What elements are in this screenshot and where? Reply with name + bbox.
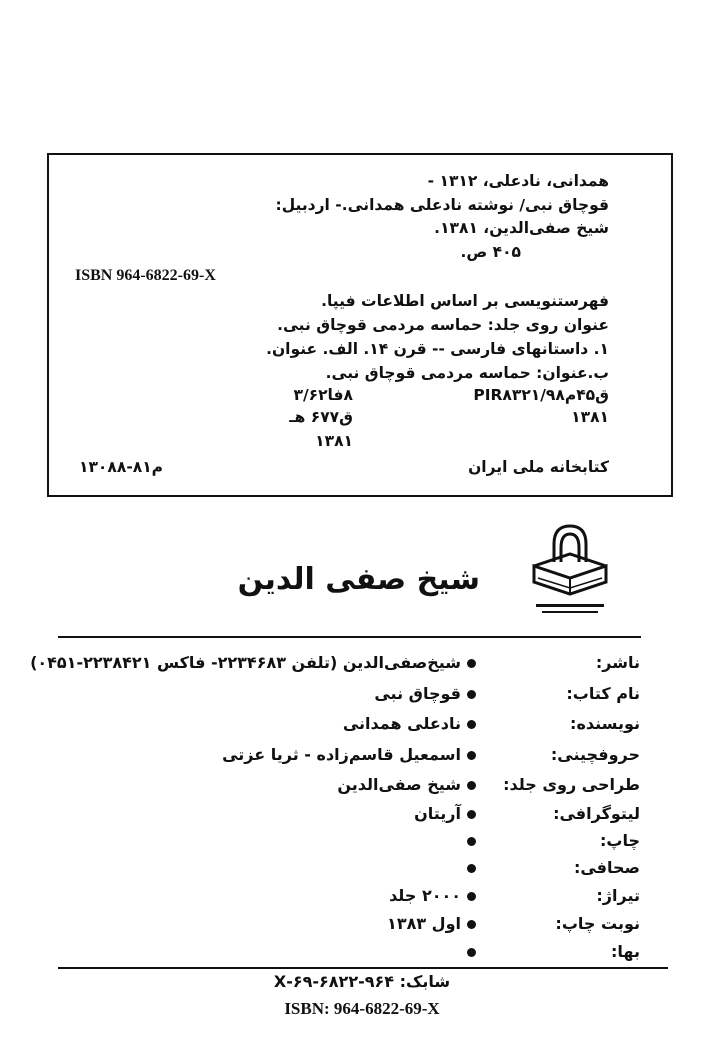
label-publisher: ناشر: [595, 653, 640, 672]
book-dome-logo-icon [528, 522, 612, 618]
cip-pages-line: ۴۰۵ ص. [460, 243, 521, 261]
cip-isbn: ISBN 964-6822-69-X [75, 267, 216, 284]
isbn-line: ISBN: 964-6822-69-X [284, 999, 440, 1018]
bullet-icon [467, 837, 476, 846]
value-binding [461, 858, 476, 877]
label-cover-design: طراحی روی جلد: [503, 775, 640, 794]
value-price [461, 942, 476, 961]
value-publisher: شیخ‌صفی‌الدین (تلفن ۲۲۳۴۶۸۳- فاکس ۲۲۳۸۴۲۱-۰۴۵۱) [30, 653, 476, 672]
publisher-title: شیخ صفی الدین [237, 562, 480, 597]
cip-lc-class: PIR۸۳۲۱/۹ق۴۵م۸ [473, 386, 609, 404]
publisher-logo [528, 522, 612, 618]
bullet-icon [467, 948, 476, 957]
label-printing: چاپ: [599, 831, 640, 850]
value-typesetting: اسمعیل قاسم‌زاده - ثریا عزتی [222, 745, 476, 764]
label-binding: صحافی: [573, 858, 640, 877]
cip-publisher-line: شیخ صفی‌الدین، ۱۳۸۱. [434, 219, 609, 237]
cip-dewey-class: ۸فا۳/۶۲ [293, 386, 353, 404]
header-divider [58, 636, 641, 638]
label-typesetting: حروفچینی: [550, 745, 640, 764]
bullet-icon [467, 690, 476, 699]
cip-title-b: ب.عنوان: حماسه مردمی قوچاق نبی. [325, 364, 609, 382]
label-price: بها: [611, 942, 640, 961]
shabak-line: شابک: ۹۶۴-۶۸۲۲-۶۹-X [273, 972, 451, 991]
value-printing [461, 831, 476, 850]
value-book-name: قوچاق نبی [374, 684, 476, 703]
label-lithography: لیتوگرافی: [553, 804, 640, 823]
cip-cover-title: عنوان روی جلد: حماسه مردمی قوچاق نبی. [277, 316, 609, 334]
label-author: نویسنده: [570, 714, 640, 733]
cip-subject: ۱. داستانهای فارسی -- قرن ۱۴. الف. عنوان. [266, 340, 609, 358]
bullet-icon [467, 781, 476, 790]
cip-library-name: کتابخانه ملی ایران [468, 458, 609, 476]
footer-divider [58, 967, 668, 969]
value-lithography: آریتان [414, 804, 476, 823]
bullet-icon [467, 659, 476, 668]
cataloging-record-box [47, 153, 673, 497]
bullet-icon [467, 810, 476, 819]
value-edition: اول ۱۳۸۳ [387, 914, 476, 933]
cip-note-fipa: فهرستنویسی بر اساس اطلاعات فیپا. [321, 292, 609, 310]
value-print-run: ۲۰۰۰ جلد [389, 886, 476, 905]
label-print-run: تیراژ: [596, 886, 640, 905]
bullet-icon [467, 720, 476, 729]
cip-dewey-cutter: ق۶۷۷ هـ [289, 408, 353, 426]
bullet-icon [467, 892, 476, 901]
cip-author-line: همدانی، نادعلی، ۱۳۱۲ - [427, 172, 609, 190]
bullet-icon [467, 920, 476, 929]
bullet-icon [467, 864, 476, 873]
label-edition: نوبت چاپ: [555, 914, 640, 933]
bullet-icon [467, 751, 476, 760]
cip-record-number: م۸۱-۱۳۰۸۸ [79, 458, 164, 476]
cip-dewey-year: ۱۳۸۱ [315, 432, 353, 450]
value-author: نادعلی همدانی [343, 714, 476, 733]
cip-lc-year: ۱۳۸۱ [571, 408, 609, 426]
cip-title-line: قوچاق نبی/ نوشته نادعلی همدانی.- اردبیل: [275, 196, 609, 214]
label-book-name: نام کتاب: [566, 684, 640, 703]
value-cover-design: شیخ صفی‌الدین [337, 775, 476, 794]
